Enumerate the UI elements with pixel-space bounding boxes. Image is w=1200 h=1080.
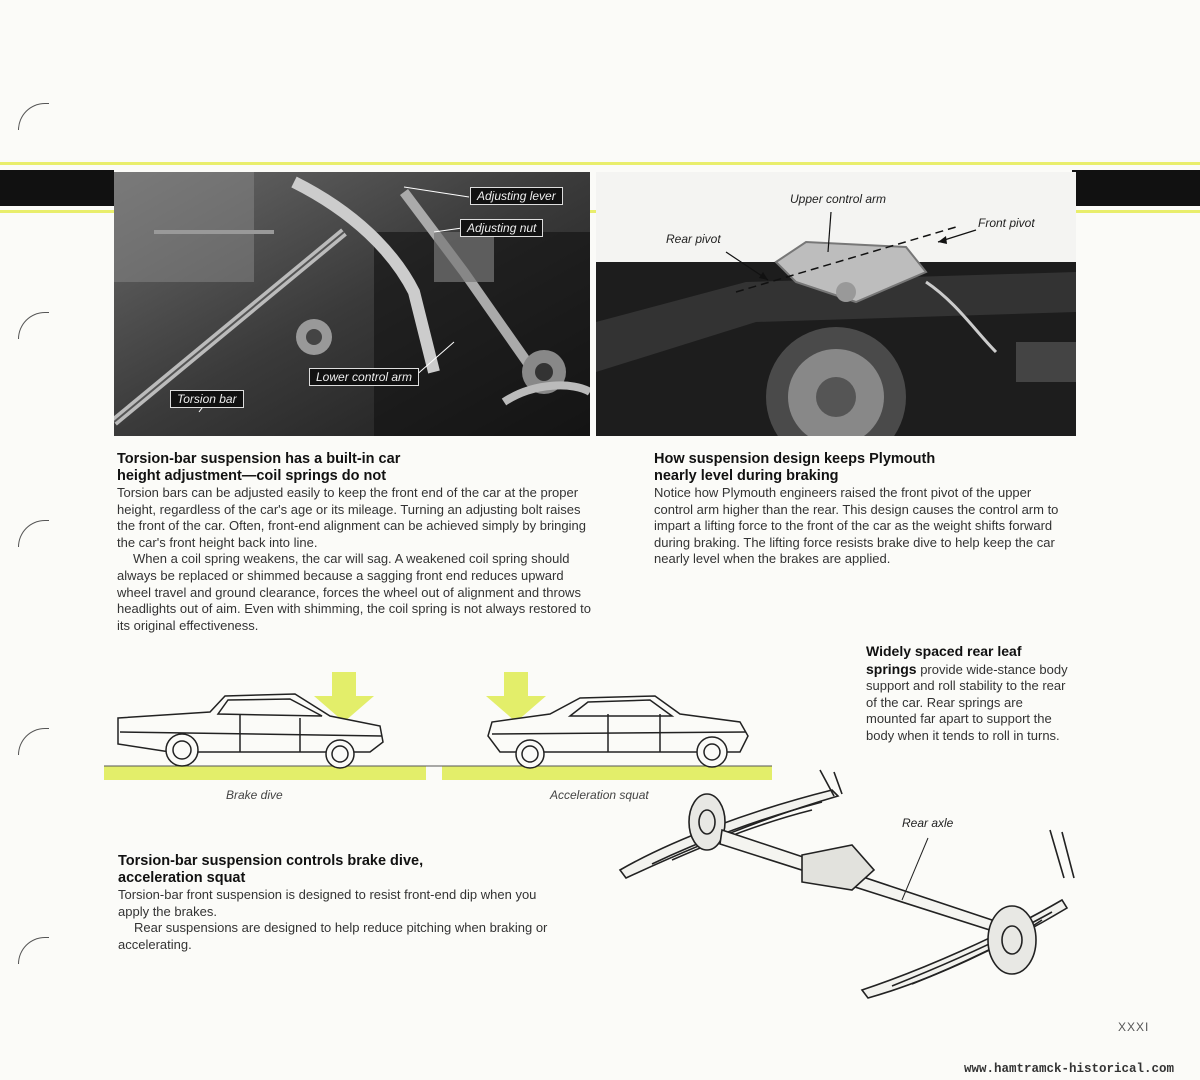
down-arrow-acceleration-squat xyxy=(486,672,546,722)
heading-suspension-design-line1: How suspension design keeps Plymouth xyxy=(654,451,936,467)
heading-torsion-height-line1: Torsion-bar suspension has a built-in car xyxy=(117,451,401,467)
footer-website[interactable]: www.hamtramck-historical.com xyxy=(964,1062,1175,1076)
text-rear-springs: provide wide-stance body support and roll stability to the rear of the car. Rear springs are mounted far apart to support the body when it tends to roll in turns. xyxy=(866,661,1068,743)
heading-brake-dive-line1: Torsion-bar suspension controls brake dive, xyxy=(118,853,424,869)
rear-axle-diagram xyxy=(612,760,1082,1010)
section-rear-springs xyxy=(866,643,1071,745)
heading-brake-dive-line2: acceleration squat xyxy=(118,870,246,886)
binder-hole xyxy=(18,937,49,964)
label-upper-control-arm: Upper control arm xyxy=(790,192,887,206)
binder-hole xyxy=(18,520,49,547)
paragraph-suspension-design: Notice how Plymouth engineers raised the front pivot of the upper control arm higher than the rear. This design causes the control arm to impart a lifting force to the front of the car as the weight shifts forward during braking. The lifting force resists brake dive to help keep the car nearly level when the brakes are applied. xyxy=(654,485,1059,567)
yellow-rule-top xyxy=(0,162,1200,165)
black-band-right xyxy=(1072,170,1200,206)
binder-hole xyxy=(18,312,49,339)
heading-torsion-height-line2: height adjustment—coil springs do not xyxy=(117,468,387,484)
binder-hole xyxy=(18,103,49,130)
callout-lower-control-arm: Lower control arm xyxy=(309,368,419,386)
callout-torsion-bar: Torsion bar xyxy=(170,390,244,408)
label-front-pivot: Front pivot xyxy=(978,216,1035,230)
section-torsion-height xyxy=(117,451,592,634)
heading-suspension-design-line2: nearly level during braking xyxy=(654,468,839,484)
binder-hole xyxy=(18,728,49,755)
control-arm-photo-illustration xyxy=(596,172,1076,436)
section-brake-dive xyxy=(118,853,558,953)
paragraph-torsion-height-2: When a coil spring weakens, the car will sag. A weakened coil spring should always be replaced or shimmed because a sagging front end reduces upward wheel travel and ground clearance, forces the wheel out of alignment and throws headlights out of aim. Even with shimming, the coil spring is not always restored to its original effectiveness. xyxy=(117,551,592,633)
black-band-left xyxy=(0,170,114,206)
section-suspension-design xyxy=(654,451,1069,568)
caption-acceleration-squat: Acceleration squat xyxy=(550,788,649,802)
callout-adjusting-nut: Adjusting nut xyxy=(460,219,543,237)
heading-rear-springs-2: springs xyxy=(866,660,917,677)
paragraph-torsion-height-1: Torsion bars can be adjusted easily to keep the front end of the car at the proper height, regardless of the car's age or its mileage. Turning an adjusting bolt raises the front of the car. Often, front-end alignment can be achieved simply by bringing the car's front height back into line. xyxy=(117,485,586,550)
ground-strip-left xyxy=(104,766,426,780)
torsion-bar-photo xyxy=(114,172,590,436)
callout-adjusting-lever: Adjusting lever xyxy=(470,187,563,205)
label-rear-pivot: Rear pivot xyxy=(666,232,721,246)
label-rear-axle: Rear axle xyxy=(902,816,954,830)
caption-brake-dive: Brake dive xyxy=(226,788,283,802)
paragraph-brake-dive-2: Rear suspensions are designed to help reduce pitching when braking or accelerating. xyxy=(118,920,548,952)
page-number: XXXI xyxy=(1118,1020,1150,1034)
heading-rear-springs-1: Widely spaced rear leaf xyxy=(866,643,1022,659)
control-arm-photo xyxy=(596,172,1076,436)
paragraph-brake-dive-1: Torsion-bar front suspension is designed to resist front-end dip when you apply the brakes. xyxy=(118,887,537,919)
